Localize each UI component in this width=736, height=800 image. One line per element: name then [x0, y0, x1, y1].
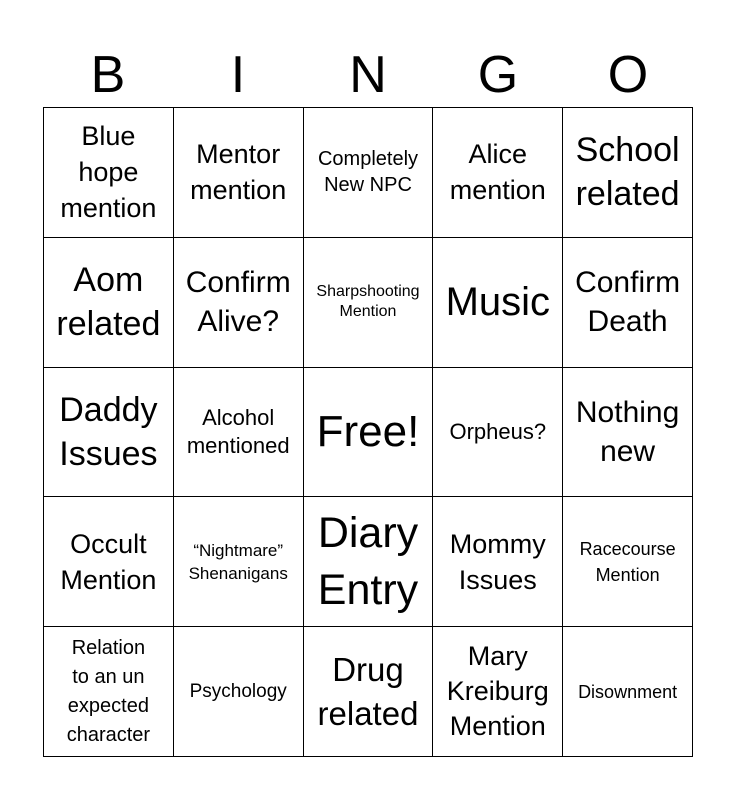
- header-letter-n: N: [349, 46, 387, 104]
- cell-label: Mary Kreiburg Mention: [446, 641, 549, 742]
- cell-label: Racecourse Mention: [579, 538, 676, 585]
- bingo-cell[interactable]: [174, 238, 304, 368]
- cell-label: Mommy Issues: [449, 528, 546, 595]
- bingo-cell[interactable]: [174, 627, 304, 757]
- cell-label: Completely New NPC: [317, 148, 419, 197]
- bingo-cell[interactable]: [563, 108, 693, 238]
- cell-label: Alice mention: [449, 139, 546, 206]
- bingo-header: [43, 44, 693, 106]
- cell-label: Drug related: [317, 650, 419, 732]
- bingo-cell[interactable]: [563, 238, 693, 368]
- bingo-cell[interactable]: [563, 497, 693, 627]
- bingo-cell[interactable]: [563, 627, 693, 757]
- cell-label: Confirm Death: [575, 266, 681, 339]
- cell-label: Mentor mention: [190, 139, 287, 206]
- cell-label: Nothing new: [575, 395, 680, 468]
- bingo-cell[interactable]: [44, 368, 174, 498]
- bingo-cell[interactable]: [44, 627, 174, 757]
- free-space-label: Free!: [316, 406, 420, 456]
- bingo-cell[interactable]: [174, 368, 304, 498]
- cell-label: Music: [445, 280, 551, 325]
- header-letter-o: O: [607, 46, 649, 104]
- bingo-cell[interactable]: [304, 497, 434, 627]
- cell-label: Psychology: [189, 680, 287, 702]
- bingo-cell free-space[interactable]: [304, 368, 434, 498]
- bingo-cell[interactable]: [433, 238, 563, 368]
- bingo-cell[interactable]: [563, 368, 693, 498]
- bingo-cell[interactable]: [44, 108, 174, 238]
- header-letter-i: I: [230, 46, 246, 104]
- cell-label: Relation to an un expected character: [66, 636, 151, 746]
- cell-label: Confirm Alive?: [185, 266, 291, 339]
- bingo-cell[interactable]: [433, 497, 563, 627]
- bingo-board: [43, 107, 693, 757]
- cell-label: Daddy Issues: [59, 390, 158, 473]
- cell-label: Aom related: [56, 261, 161, 344]
- bingo-cell[interactable]: [304, 627, 434, 757]
- bingo-cell[interactable]: [304, 108, 434, 238]
- cell-label: Orpheus?: [449, 418, 547, 444]
- bingo-cell[interactable]: [433, 368, 563, 498]
- bingo-cell[interactable]: [433, 108, 563, 238]
- bingo-cell[interactable]: [304, 238, 434, 368]
- cell-label: Disownment: [578, 681, 678, 702]
- header-letter-g: G: [477, 46, 519, 104]
- bingo-cell[interactable]: [433, 627, 563, 757]
- bingo-cell[interactable]: [174, 497, 304, 627]
- cell-label: Diary Entry: [317, 508, 419, 614]
- cell-label: Alcohol mentioned: [186, 404, 290, 458]
- cell-label: “Nightmare” Shenanigans: [188, 540, 288, 583]
- bingo-cell[interactable]: [174, 108, 304, 238]
- cell-label: Sharpshooting Mention: [316, 283, 420, 321]
- cell-label: Blue hope mention: [60, 121, 157, 224]
- header-letter-b: B: [90, 46, 126, 104]
- bingo-cell[interactable]: [44, 238, 174, 368]
- cell-label: School related: [575, 131, 680, 214]
- cell-label: Occult Mention: [60, 528, 157, 595]
- bingo-cell[interactable]: [44, 497, 174, 627]
